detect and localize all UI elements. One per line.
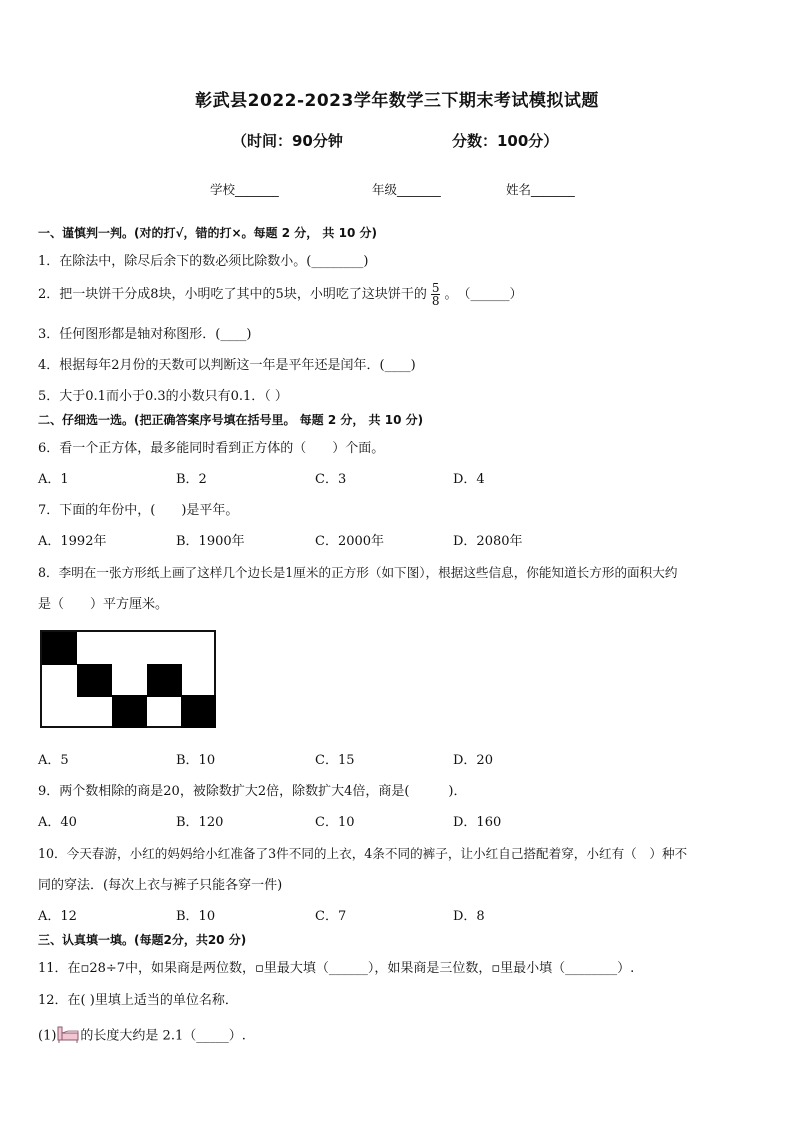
question-12: 12．在( )里填上适当的单位名称．	[38, 993, 238, 1008]
exam-score: 分数：100分）	[452, 132, 559, 150]
question-1: 1．在除法中，除尽后余下的数必须比除数小。(________)	[38, 254, 369, 269]
school-field: 学校_______	[210, 182, 279, 197]
question-10-line-1: 10．今天春游，小红的妈妈给小红准备了3件不同的上衣，4条不同的裤子，让小红自己搭配着穿，小红有（ ）种不	[38, 846, 688, 861]
q9-option-c: C．10	[315, 815, 355, 830]
q9-option-d: D．160	[453, 815, 502, 830]
q9-option-a: A．40	[38, 815, 77, 830]
question-5: 5．大于0.1而小于0.3的小数只有0.1．（ ）	[38, 389, 288, 404]
question-3: 3．任何图形都是轴对称图形．(____)	[38, 327, 252, 342]
fraction	[431, 282, 441, 307]
black-square	[77, 664, 112, 697]
q7-option-a: A．1992年	[38, 534, 107, 549]
q8-option-c: C．15	[315, 753, 355, 768]
question-8-line-1: 8．李明在一张方形纸上画了这样几个边长是1厘米的正方形（如下图），根据这些信息，你能知道长方形的面积大约	[38, 565, 678, 580]
question-10-line-2: 同的穿法．(每次上衣与裤子只能各穿一件)	[38, 878, 283, 893]
q7-option-c: C．2000年	[315, 534, 385, 549]
sub-question-text: 的长度大约是 2.1（_____）.	[80, 1028, 246, 1044]
q10-option-d: D．8	[453, 909, 485, 924]
sub-question-number: (1)	[38, 1028, 57, 1044]
question-8-line-2: 是（ ）平方厘米。	[38, 597, 169, 612]
question-6: 6．看一个正方体，最多能同时看到正方体的（ ）个面。	[38, 441, 385, 456]
question-4: 4．根据每年2月份的天数可以判断这一年是平年还是闰年．(____)	[38, 358, 416, 373]
square-grid-figure	[40, 630, 216, 728]
q6-option-a: A．1	[38, 472, 69, 487]
exam-time: （时间：90分钟	[232, 132, 343, 150]
section-2-heading: 二、仔细选一选。(把正确答案序号填在括号里。 每题 2 分， 共 10 分)	[38, 413, 424, 427]
fraction-denominator: 8	[431, 294, 440, 308]
black-square	[181, 695, 216, 728]
q10-option-b: B．10	[176, 909, 216, 924]
question-12-1	[38, 1024, 246, 1048]
question-2-text: 2．把一块饼干分成8块，小明吃了其中的5块，小明吃了这块饼干的	[38, 287, 427, 302]
question-2	[38, 282, 522, 307]
name-field: 姓名_______	[506, 182, 575, 197]
q6-option-b: B．2	[176, 472, 207, 487]
bed-icon	[56, 1024, 80, 1048]
question-9: 9．两个数相除的商是20，被除数扩大2倍，除数扩大4倍，商是( )．	[38, 784, 467, 799]
black-square	[112, 695, 147, 728]
question-7: 7．下面的年份中，( )是平年。	[38, 503, 239, 518]
q6-option-c: C．3	[315, 472, 347, 487]
q8-option-a: A．5	[38, 753, 69, 768]
q9-option-b: B．120	[176, 815, 224, 830]
black-square	[42, 632, 77, 665]
q10-option-c: C．7	[315, 909, 347, 924]
q7-option-b: B．1900年	[176, 534, 245, 549]
q8-option-b: B．10	[176, 753, 216, 768]
question-11: 11．在▫28÷7中，如果商是两位数，▫里最大填（______），如果商是三位数，▫里最小填（________）.	[38, 961, 635, 976]
grade-field: 年级_______	[372, 182, 441, 197]
q10-option-a: A．12	[38, 909, 77, 924]
black-square	[147, 664, 182, 697]
page-title: 彰武县2022-2023学年数学三下期末考试模拟试题	[195, 91, 599, 111]
fraction-numerator: 5	[431, 281, 440, 295]
question-2-answer: 。 （______）	[444, 287, 523, 302]
q6-option-d: D．4	[453, 472, 485, 487]
q7-option-d: D．2080年	[453, 534, 523, 549]
q8-option-d: D．20	[453, 753, 493, 768]
section-1-heading: 一、谨慎判一判。(对的打√，错的打×。每题 2 分， 共 10 分)	[38, 226, 377, 240]
section-3-heading: 三、认真填一填。(每题2分，共20 分)	[38, 933, 247, 947]
